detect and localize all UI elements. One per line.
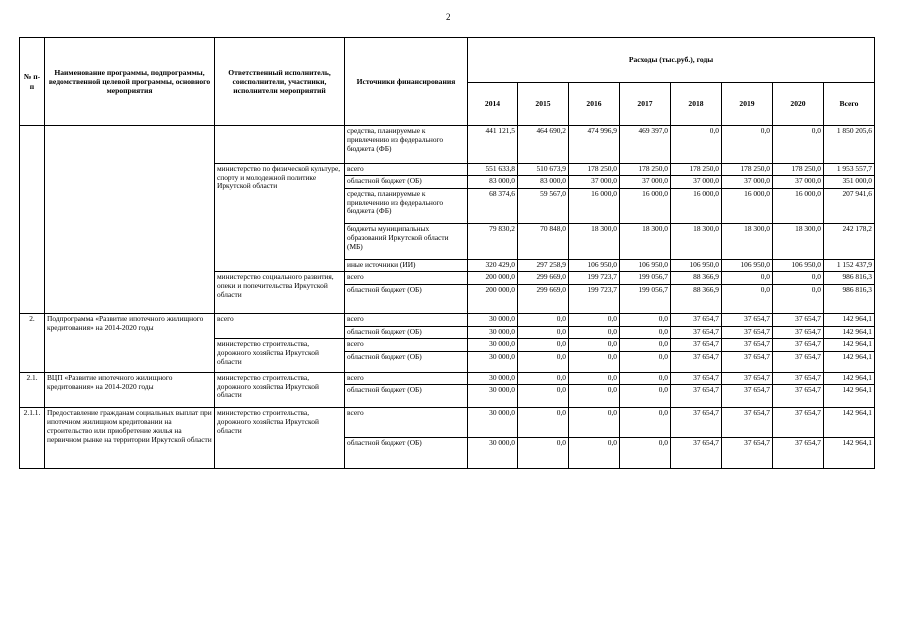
value-cell: 88 366,9: [671, 272, 722, 285]
responsible-cell: министерство строительства, дорожного хозяйства Иркутской области: [215, 408, 345, 469]
value-cell: 37 654,7: [671, 314, 722, 327]
value-cell: 37 654,7: [722, 437, 773, 468]
value-cell: 59 567,0: [518, 188, 569, 224]
num-cell: 2.1.1.: [20, 408, 45, 469]
total-cell: 142 964,1: [824, 372, 875, 385]
value-cell: 0,0: [518, 326, 569, 339]
value-cell: 0,0: [569, 326, 620, 339]
value-cell: 37 654,7: [773, 372, 824, 385]
value-cell: 0,0: [518, 408, 569, 437]
header-year: 2015: [518, 83, 569, 126]
value-cell: 299 669,0: [518, 284, 569, 313]
header-year: 2017: [620, 83, 671, 126]
value-cell: 178 250,0: [671, 163, 722, 176]
source-cell: всего: [345, 163, 468, 176]
header-total: Всего: [824, 83, 875, 126]
table-row: [20, 372, 875, 385]
total-cell: 986 816,3: [824, 272, 875, 285]
name-cell: ВЦП «Развитие ипотечного жилищного кредитования» на 2014-2020 годы: [45, 372, 215, 408]
value-cell: 30 000,0: [468, 385, 518, 408]
total-cell: 142 964,1: [824, 437, 875, 468]
value-cell: 0,0: [569, 339, 620, 352]
value-cell: 0,0: [569, 314, 620, 327]
value-cell: 16 000,0: [722, 188, 773, 224]
value-cell: 106 950,0: [773, 259, 824, 272]
value-cell: 178 250,0: [722, 163, 773, 176]
value-cell: 551 633,8: [468, 163, 518, 176]
value-cell: 37 654,7: [773, 326, 824, 339]
num-cell: 2.1.: [20, 372, 45, 408]
name-cell: Предоставление гражданам социальных выплат при ипотечном жилищном кредитовании на строительство или приобретение жилья на первичном рынке на территории Иркутской области: [45, 408, 215, 469]
value-cell: 37 654,7: [773, 437, 824, 468]
value-cell: 16 000,0: [671, 188, 722, 224]
total-cell: 1 850 205,6: [824, 126, 875, 164]
value-cell: 30 000,0: [468, 314, 518, 327]
value-cell: 68 374,6: [468, 188, 518, 224]
total-cell: 1 152 437,9: [824, 259, 875, 272]
value-cell: 16 000,0: [569, 188, 620, 224]
value-cell: 18 300,0: [773, 224, 824, 260]
value-cell: 0,0: [569, 385, 620, 408]
value-cell: 83 000,0: [518, 176, 569, 189]
source-cell: всего: [345, 272, 468, 285]
total-cell: 142 964,1: [824, 326, 875, 339]
value-cell: 37 654,7: [773, 408, 824, 437]
value-cell: 37 654,7: [773, 339, 824, 352]
source-cell: областной бюджет (ОБ): [345, 351, 468, 372]
value-cell: 37 654,7: [722, 351, 773, 372]
value-cell: 199 723,7: [569, 272, 620, 285]
source-cell: бюджеты муниципальных образований Иркутской области (МБ): [345, 224, 468, 260]
value-cell: 0,0: [620, 437, 671, 468]
page-number: 2: [446, 12, 451, 22]
value-cell: 0,0: [518, 339, 569, 352]
value-cell: 37 654,7: [722, 339, 773, 352]
value-cell: 88 366,9: [671, 284, 722, 313]
value-cell: 37 654,7: [722, 408, 773, 437]
value-cell: 0,0: [722, 284, 773, 313]
value-cell: 37 654,7: [722, 326, 773, 339]
num-cell: [20, 126, 45, 314]
header-year: 2018: [671, 83, 722, 126]
source-cell: всего: [345, 314, 468, 327]
total-cell: 142 964,1: [824, 385, 875, 408]
value-cell: 0,0: [518, 351, 569, 372]
header-year: 2014: [468, 83, 518, 126]
source-cell: областной бюджет (ОБ): [345, 326, 468, 339]
source-cell: средства, планируемые к привлечению из федерального бюджета (ФБ): [345, 188, 468, 224]
header-responsible: Ответственный исполнитель, соисполнители, участники, исполнители мероприятий: [215, 38, 345, 126]
table-row: [20, 408, 875, 437]
header-source: Источники финансирования: [345, 38, 468, 126]
name-cell: Подпрограмма «Развитие ипотечного жилищного кредитования» на 2014-2020 годы: [45, 314, 215, 373]
value-cell: 106 950,0: [620, 259, 671, 272]
value-cell: 0,0: [518, 372, 569, 385]
value-cell: 0,0: [773, 126, 824, 164]
responsible-cell: министерство строительства, дорожного хозяйства Иркутской области: [215, 339, 345, 372]
source-cell: областной бюджет (ОБ): [345, 385, 468, 408]
value-cell: 37 000,0: [722, 176, 773, 189]
responsible-cell: всего: [215, 314, 345, 339]
value-cell: 37 654,7: [773, 385, 824, 408]
header-year: 2019: [722, 83, 773, 126]
value-cell: 199 723,7: [569, 284, 620, 313]
value-cell: 83 000,0: [468, 176, 518, 189]
value-cell: 474 996,9: [569, 126, 620, 164]
value-cell: 0,0: [620, 408, 671, 437]
value-cell: 200 000,0: [468, 272, 518, 285]
value-cell: 0,0: [620, 326, 671, 339]
value-cell: 79 830,2: [468, 224, 518, 260]
responsible-cell: министерство по физической культуре, спорту и молодежной политике Иркутской области: [215, 163, 345, 272]
value-cell: 18 300,0: [671, 224, 722, 260]
value-cell: 37 654,7: [671, 372, 722, 385]
value-cell: 70 848,0: [518, 224, 569, 260]
value-cell: 199 056,7: [620, 284, 671, 313]
header-num: № п-п: [20, 38, 45, 126]
value-cell: 37 654,7: [722, 314, 773, 327]
source-cell: областной бюджет (ОБ): [345, 176, 468, 189]
header-year: 2020: [773, 83, 824, 126]
value-cell: 37 000,0: [620, 176, 671, 189]
value-cell: 441 121,5: [468, 126, 518, 164]
source-cell: иные источники (ИИ): [345, 259, 468, 272]
source-cell: всего: [345, 339, 468, 352]
value-cell: 37 654,7: [671, 326, 722, 339]
total-cell: 242 178,2: [824, 224, 875, 260]
value-cell: 37 654,7: [722, 372, 773, 385]
value-cell: 0,0: [671, 126, 722, 164]
source-cell: областной бюджет (ОБ): [345, 437, 468, 468]
value-cell: 0,0: [569, 408, 620, 437]
num-cell: 2.: [20, 314, 45, 373]
table-row: [20, 126, 875, 164]
value-cell: 106 950,0: [569, 259, 620, 272]
value-cell: 37 000,0: [671, 176, 722, 189]
source-cell: всего: [345, 372, 468, 385]
value-cell: 0,0: [620, 339, 671, 352]
value-cell: 30 000,0: [468, 437, 518, 468]
value-cell: 37 654,7: [773, 314, 824, 327]
value-cell: 0,0: [722, 272, 773, 285]
value-cell: 106 950,0: [722, 259, 773, 272]
value-cell: 200 000,0: [468, 284, 518, 313]
value-cell: 0,0: [620, 314, 671, 327]
value-cell: 0,0: [773, 284, 824, 313]
responsible-cell: [215, 126, 345, 164]
budget-table: [19, 37, 875, 469]
value-cell: 30 000,0: [468, 408, 518, 437]
value-cell: 37 654,7: [773, 351, 824, 372]
value-cell: 18 300,0: [722, 224, 773, 260]
total-cell: 207 941,6: [824, 188, 875, 224]
header-name: Наименование программы, подпрограммы, ведомственной целевой программы, основного мероприятия: [45, 38, 215, 126]
value-cell: 30 000,0: [468, 339, 518, 352]
value-cell: 0,0: [569, 372, 620, 385]
value-cell: 0,0: [722, 126, 773, 164]
value-cell: 510 673,9: [518, 163, 569, 176]
value-cell: 0,0: [620, 385, 671, 408]
value-cell: 37 000,0: [773, 176, 824, 189]
total-cell: 142 964,1: [824, 339, 875, 352]
value-cell: 37 654,7: [722, 385, 773, 408]
value-cell: 299 669,0: [518, 272, 569, 285]
value-cell: 0,0: [518, 437, 569, 468]
responsible-cell: министерство социального развития, опеки и попечительства Иркутской области: [215, 272, 345, 314]
total-cell: 1 953 557,7: [824, 163, 875, 176]
value-cell: 37 654,7: [671, 437, 722, 468]
value-cell: 37 654,7: [671, 339, 722, 352]
value-cell: 0,0: [518, 385, 569, 408]
table-row: [20, 314, 875, 327]
value-cell: 178 250,0: [569, 163, 620, 176]
source-cell: областной бюджет (ОБ): [345, 284, 468, 313]
responsible-cell: министерство строительства, дорожного хозяйства Иркутской области: [215, 372, 345, 408]
value-cell: 106 950,0: [671, 259, 722, 272]
value-cell: 18 300,0: [620, 224, 671, 260]
value-cell: 320 429,0: [468, 259, 518, 272]
value-cell: 178 250,0: [620, 163, 671, 176]
value-cell: 16 000,0: [620, 188, 671, 224]
value-cell: 0,0: [518, 314, 569, 327]
value-cell: 37 654,7: [671, 351, 722, 372]
value-cell: 37 000,0: [569, 176, 620, 189]
value-cell: 469 397,0: [620, 126, 671, 164]
value-cell: 0,0: [773, 272, 824, 285]
value-cell: 0,0: [620, 351, 671, 372]
header-year: 2016: [569, 83, 620, 126]
value-cell: 297 258,9: [518, 259, 569, 272]
value-cell: 0,0: [569, 351, 620, 372]
total-cell: 142 964,1: [824, 314, 875, 327]
value-cell: 30 000,0: [468, 372, 518, 385]
total-cell: 986 816,3: [824, 284, 875, 313]
source-cell: средства, планируемые к привлечению из федерального бюджета (ФБ): [345, 126, 468, 164]
total-cell: 351 000,0: [824, 176, 875, 189]
header-expenses: Расходы (тыс.руб.), годы: [468, 38, 875, 83]
value-cell: 37 654,7: [671, 408, 722, 437]
value-cell: 16 000,0: [773, 188, 824, 224]
name-cell: [45, 126, 215, 314]
value-cell: 464 690,2: [518, 126, 569, 164]
value-cell: 37 654,7: [671, 385, 722, 408]
value-cell: 30 000,0: [468, 351, 518, 372]
value-cell: 199 056,7: [620, 272, 671, 285]
value-cell: 0,0: [569, 437, 620, 468]
value-cell: 0,0: [620, 372, 671, 385]
value-cell: 178 250,0: [773, 163, 824, 176]
total-cell: 142 964,1: [824, 408, 875, 437]
source-cell: всего: [345, 408, 468, 437]
value-cell: 30 000,0: [468, 326, 518, 339]
value-cell: 18 300,0: [569, 224, 620, 260]
total-cell: 142 964,1: [824, 351, 875, 372]
